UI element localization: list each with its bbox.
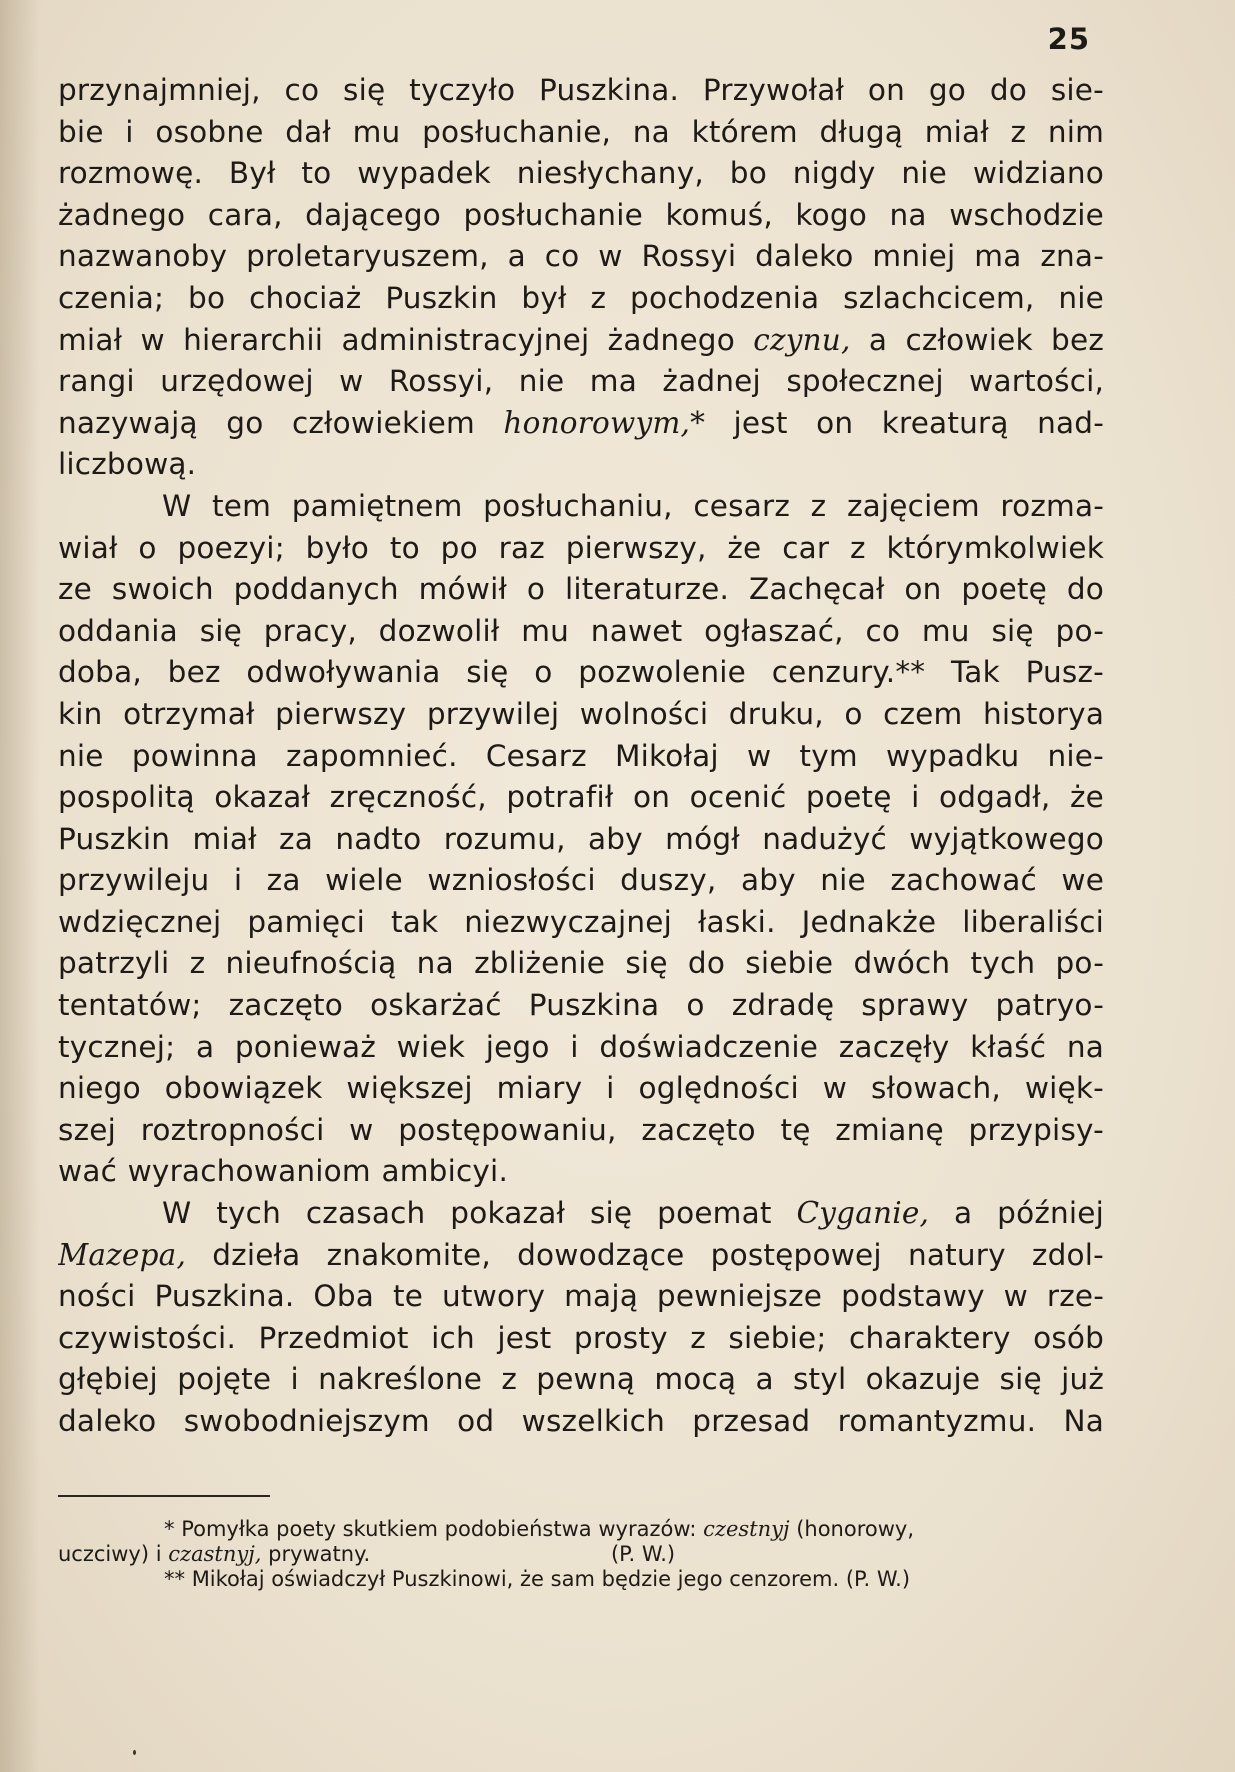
footnote-separator — [58, 1495, 270, 1497]
footnote-line: uczciwy) i czastnyj, prywatny. (P. W.) — [58, 1542, 676, 1566]
text-line: rozmowę. Był to wypadek niesłychany, bo nigdy nie widziano — [58, 156, 1104, 191]
text-line: Puszkin miał za nadto rozumu, aby mógł nadużyć wyjątkowego — [58, 821, 1104, 856]
text-line: tycznej; a ponieważ wiek jego i doświadczenie zaczęły kłaść na — [58, 1029, 1104, 1064]
text-line: żadnego cara, dającego posłuchanie komuś, kogo na wschodzie — [58, 197, 1104, 232]
text-line: liczbową. — [58, 447, 197, 482]
text-line: W tych czasach pokazał się poemat Cyganie, a później — [162, 1196, 1104, 1231]
text-line: głębiej pojęte i nakreślone z pewną mocą a styl okazuje się już — [58, 1362, 1104, 1397]
text-line: czywistości. Przedmiot ich jest prosty z siebie; charaktery osób — [58, 1320, 1104, 1355]
text-line: przynajmniej, co się tyczyło Puszkina. Przywołał on go do sie- — [58, 73, 1104, 107]
text-line: wdzięcznej pamięci tak niezwyczajnej łaski. Jednakże liberaliści — [58, 904, 1104, 939]
text-line: kin otrzymał pierwszy przywilej wolności druku, o czem historya — [58, 696, 1104, 731]
text-line: wiał o poezyi; było to po raz pierwszy, że car z którymkolwiek — [58, 530, 1104, 565]
text-line: niego obowiązek większej miary i oględności w słowach, więk- — [58, 1071, 1104, 1106]
text-line: ności Puszkina. Oba te utwory mają pewniejsze podstawy w rze- — [58, 1279, 1104, 1314]
text-line: W tem pamiętnem posłuchaniu, cesarz z zajęciem rozma- — [162, 488, 1104, 523]
text-line: rangi urzędowej w Rossyi, nie ma żadnej społecznej wartości, — [58, 364, 1104, 399]
text-line: czenia; bo chociaż Puszkin był z pochodzenia szlachcicem, nie — [58, 280, 1104, 315]
text-line: nazywają go człowiekiem honorowym,* jest on kreaturą nad- — [58, 405, 1104, 440]
text-line: patrzyli z nieufnością na zbliżenie się do siebie dwóch tych po- — [58, 946, 1104, 981]
text-line: doba, bez odwoływania się o pozwolenie cenzury.** Tak Pusz- — [58, 655, 1104, 690]
text-line: oddania się pracy, dozwolił mu nawet ogłaszać, co mu się po- — [58, 613, 1104, 648]
text-line: miał w hierarchii administracyjnej żadnego czynu, a człowiek bez — [58, 322, 1104, 357]
text-line: pospolitą okazał zręczność, potrafił on ocenić poetę i odgadł, że — [58, 780, 1104, 815]
text-line: ze swoich poddanych mówił o literaturze. Zachęcał on poetę do — [58, 572, 1104, 607]
text-line: przywileju i za wiele wzniosłości duszy, aby nie zachować we — [58, 863, 1104, 898]
print-speck — [133, 1750, 136, 1755]
text-line: bie i osobne dał mu posłuchanie, na którem długą miał z nim — [58, 114, 1104, 149]
page-edge-shadow — [0, 0, 40, 1772]
footnote-line: * Pomyłka poety skutkiem podobieństwa wyrazów: czestnyj (honorowy, — [164, 1517, 914, 1541]
text-line: szej roztropności w postępowaniu, zaczęto tę zmianę przypisy- — [58, 1112, 1104, 1147]
text-line: daleko swobodniejszym od wszelkich przesad romantyzmu. Na — [58, 1404, 1104, 1438]
main-text — [58, 70, 1104, 1443]
footnotes — [58, 1517, 1104, 1592]
text-line: wać wyrachowaniom ambicyi. — [58, 1154, 509, 1189]
text-line: nie powinna zapomnieć. Cesarz Mikołaj w tym wypadku nie- — [58, 738, 1104, 773]
page-number: 25 — [1047, 22, 1090, 56]
text-line: tentatów; zaczęto oskarżać Puszkina o zdradę sprawy patryo- — [58, 988, 1104, 1023]
footnote-line: ** Mikołaj oświadczył Puszkinowi, że sam będzie jego cenzorem. (P. W.) — [164, 1567, 911, 1591]
text-line: nazwanoby proletaryuszem, a co w Rossyi daleko mniej ma zna- — [58, 239, 1104, 274]
text-line: Mazepa, dzieła znakomite, dowodzące postępowej natury zdol- — [58, 1237, 1104, 1272]
